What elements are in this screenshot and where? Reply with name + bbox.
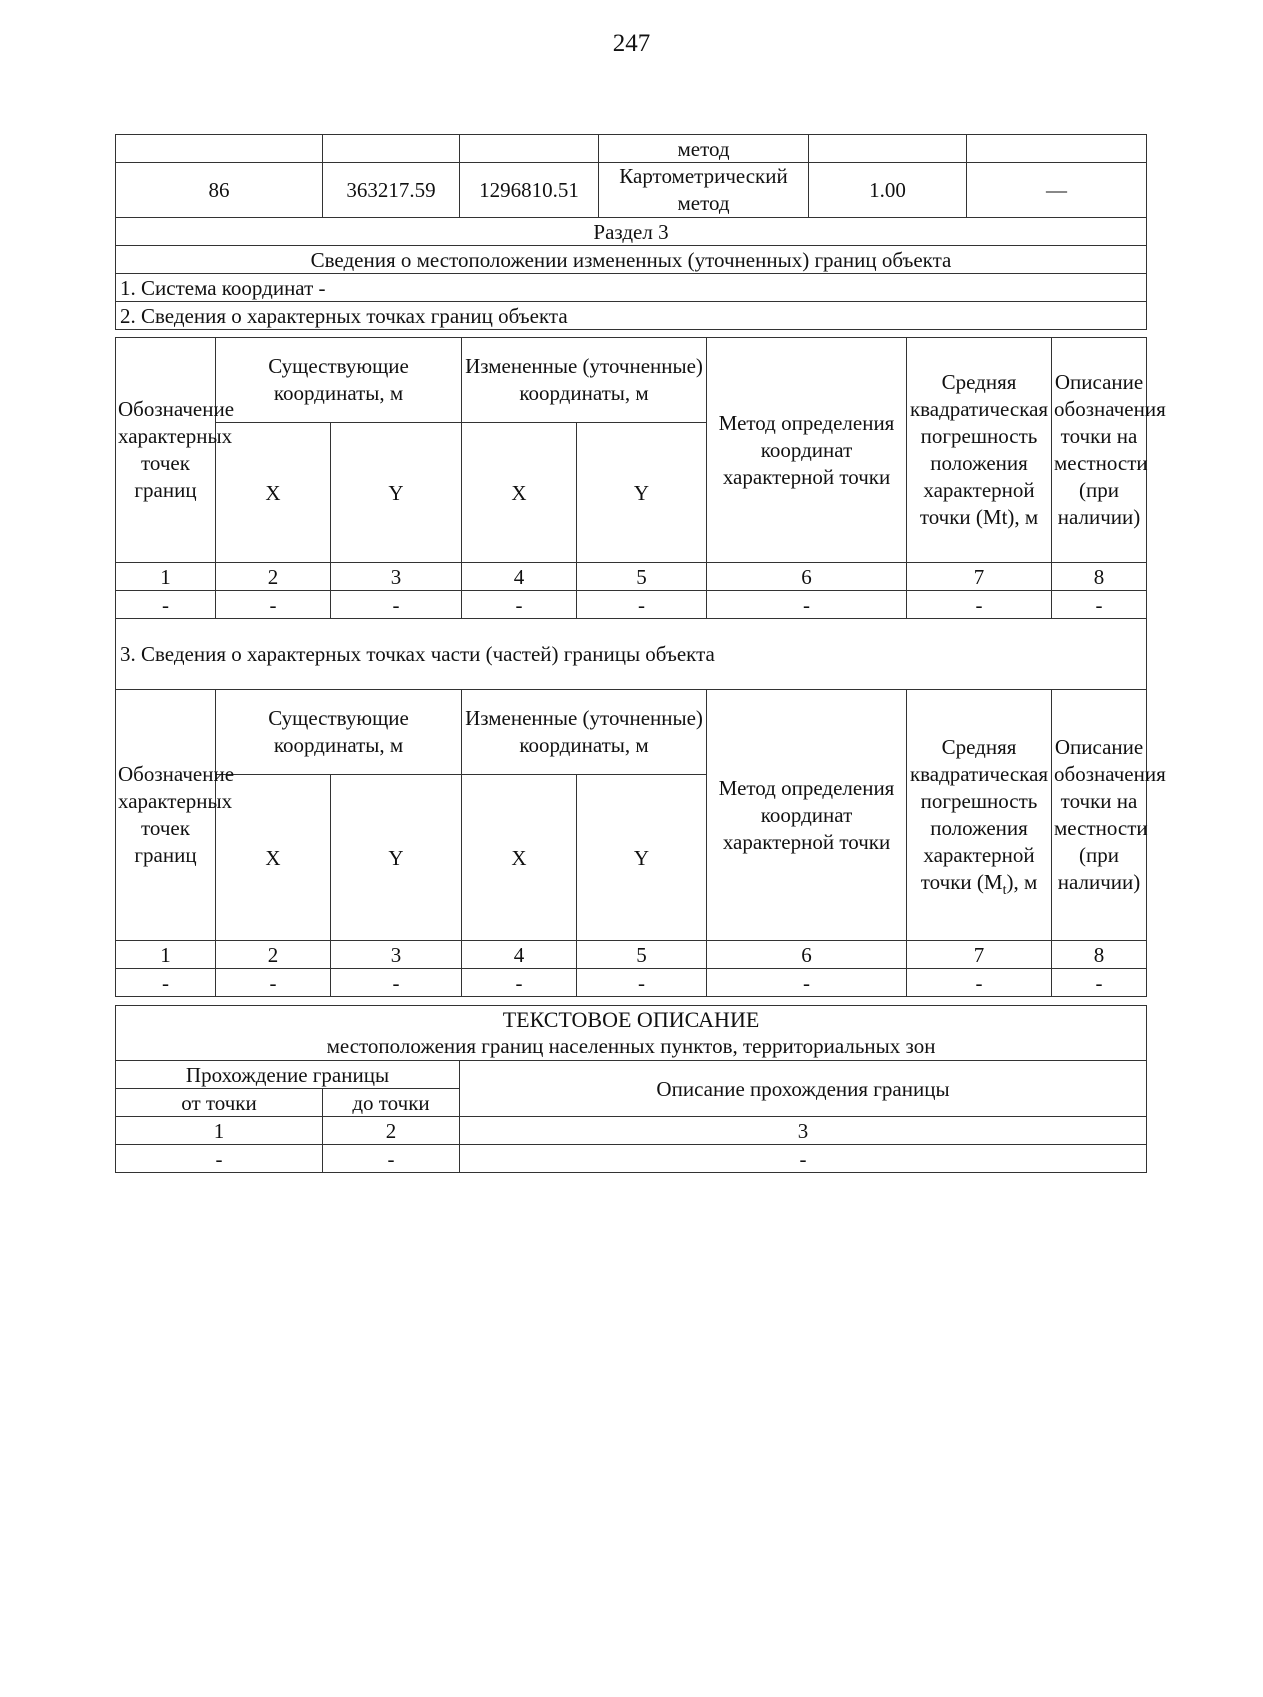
table-cell	[323, 135, 460, 163]
changed-coords-header: Измененные (уточненные) координаты, м	[462, 338, 707, 423]
coordinate-system: 1. Система координат -	[116, 274, 1147, 302]
text-description-title: ТЕКСТОВОЕ ОПИСАНИЕ	[502, 1007, 760, 1032]
table-row	[116, 246, 1147, 274]
table-row	[116, 163, 1147, 218]
table-cell: метод	[599, 135, 809, 163]
column-number: 5	[577, 563, 707, 591]
column-number: 3	[331, 941, 462, 969]
column-number: 1	[116, 1117, 323, 1145]
y-header: Y	[331, 423, 462, 563]
table-cell: -	[907, 969, 1052, 997]
table-row	[116, 338, 1147, 423]
table-row	[116, 218, 1147, 246]
table-cell: -	[1052, 969, 1147, 997]
from-point-header: от точки	[116, 1089, 323, 1117]
table-cell: -	[323, 1145, 460, 1173]
table-cell: -	[331, 591, 462, 619]
table-cell: -	[331, 969, 462, 997]
column-number: 2	[323, 1117, 460, 1145]
designation-header: Обозначение характерных точек границ	[116, 338, 216, 563]
method-cell: Картометрический метод	[599, 163, 809, 218]
text-description-table	[115, 1005, 1147, 1173]
table-cell: -	[577, 591, 707, 619]
y-header: Y	[331, 775, 462, 941]
section-title: Раздел 3	[116, 218, 1147, 246]
table-row	[116, 1117, 1147, 1145]
text-description-subtitle: местоположения границ населенных пунктов, территориальных зон	[326, 1034, 936, 1058]
table-cell: -	[116, 591, 216, 619]
table-row	[116, 274, 1147, 302]
table-cell: -	[116, 969, 216, 997]
table-row	[116, 1145, 1147, 1173]
column-number: 4	[462, 941, 577, 969]
table-row	[116, 591, 1147, 619]
table-cell: -	[116, 1145, 323, 1173]
table-row	[116, 969, 1147, 997]
table-row	[116, 619, 1147, 690]
method-header: Метод определения координат характерной точки	[707, 338, 907, 563]
table-cell: -	[577, 969, 707, 997]
table-row	[116, 135, 1147, 163]
accuracy-header-subscript: t	[1002, 883, 1007, 899]
text-description-title-cell	[116, 1006, 1147, 1061]
table-cell: -	[907, 591, 1052, 619]
column-number: 4	[462, 563, 577, 591]
column-number: 3	[460, 1117, 1147, 1145]
y-header: Y	[577, 775, 707, 941]
table-cell	[967, 135, 1147, 163]
column-number: 2	[216, 563, 331, 591]
designation-header: Обозначение характерных точек границ	[116, 690, 216, 941]
x-header: X	[216, 423, 331, 563]
boundary-points-table	[115, 337, 1166, 997]
column-number: 7	[907, 941, 1052, 969]
description-header: Описание обозначения точки на местности (при наличии)	[1052, 338, 1147, 563]
accuracy-cell: 1.00	[809, 163, 967, 218]
column-number: 3	[331, 563, 462, 591]
table-row	[116, 1061, 1147, 1089]
table-row	[116, 1006, 1147, 1061]
x-coordinate-cell: 363217.59	[323, 163, 460, 218]
description-cell: —	[967, 163, 1147, 218]
passage-header: Прохождение границы	[116, 1061, 460, 1089]
table-row	[116, 302, 1147, 330]
table-row	[116, 563, 1147, 591]
table-cell	[116, 135, 323, 163]
method-header: Метод определения координат характерной точки	[707, 690, 907, 941]
table-cell: -	[707, 591, 907, 619]
column-number: 6	[707, 941, 907, 969]
top-coordinates-table	[115, 134, 1147, 330]
table-cell: -	[216, 969, 331, 997]
part2-title: 2. Сведения о характерных точках границ объекта	[116, 302, 1147, 330]
table-cell	[809, 135, 967, 163]
table-row	[116, 690, 1147, 775]
y-coordinate-cell: 1296810.51	[460, 163, 599, 218]
section-subtitle: Сведения о местоположении измененных (уточненных) границ объекта	[116, 246, 1147, 274]
column-number: 2	[216, 941, 331, 969]
column-number: 8	[1052, 563, 1147, 591]
table-cell: -	[216, 591, 331, 619]
column-number: 1	[116, 941, 216, 969]
column-number: 7	[907, 563, 1052, 591]
table-cell: -	[1052, 591, 1147, 619]
column-number: 5	[577, 941, 707, 969]
column-number: 8	[1052, 941, 1147, 969]
description-header: Описание прохождения границы	[460, 1061, 1147, 1117]
accuracy-header: Средняя квадратическая погрешность положения характерной точки (Mt), м	[907, 338, 1052, 563]
page-number: 247	[612, 30, 651, 57]
x-header: X	[462, 423, 577, 563]
accuracy-header	[907, 690, 1052, 941]
description-header: Описание обозначения точки на местности (при наличии)	[1052, 690, 1147, 941]
table-cell: -	[460, 1145, 1147, 1173]
table-cell: -	[707, 969, 907, 997]
changed-coords-header: Измененные (уточненные) координаты, м	[462, 690, 707, 775]
column-number: 6	[707, 563, 907, 591]
accuracy-header-unit: ), м	[1006, 870, 1038, 894]
to-point-header: до точки	[323, 1089, 460, 1117]
table-cell: -	[462, 969, 577, 997]
y-header: Y	[577, 423, 707, 563]
table-cell	[460, 135, 599, 163]
x-header: X	[462, 775, 577, 941]
existing-coords-header: Существующие координаты, м	[216, 690, 462, 775]
accuracy-header-text: Средняя квадратическая погрешность положения характерной точки (M	[909, 735, 1049, 894]
existing-coords-header: Существующие координаты, м	[216, 338, 462, 423]
table-cell: -	[462, 591, 577, 619]
point-number-cell: 86	[116, 163, 323, 218]
column-number: 1	[116, 563, 216, 591]
table-row	[116, 941, 1147, 969]
x-header: X	[216, 775, 331, 941]
part3-title: 3. Сведения о характерных точках части (частей) границы объекта	[116, 619, 1147, 690]
